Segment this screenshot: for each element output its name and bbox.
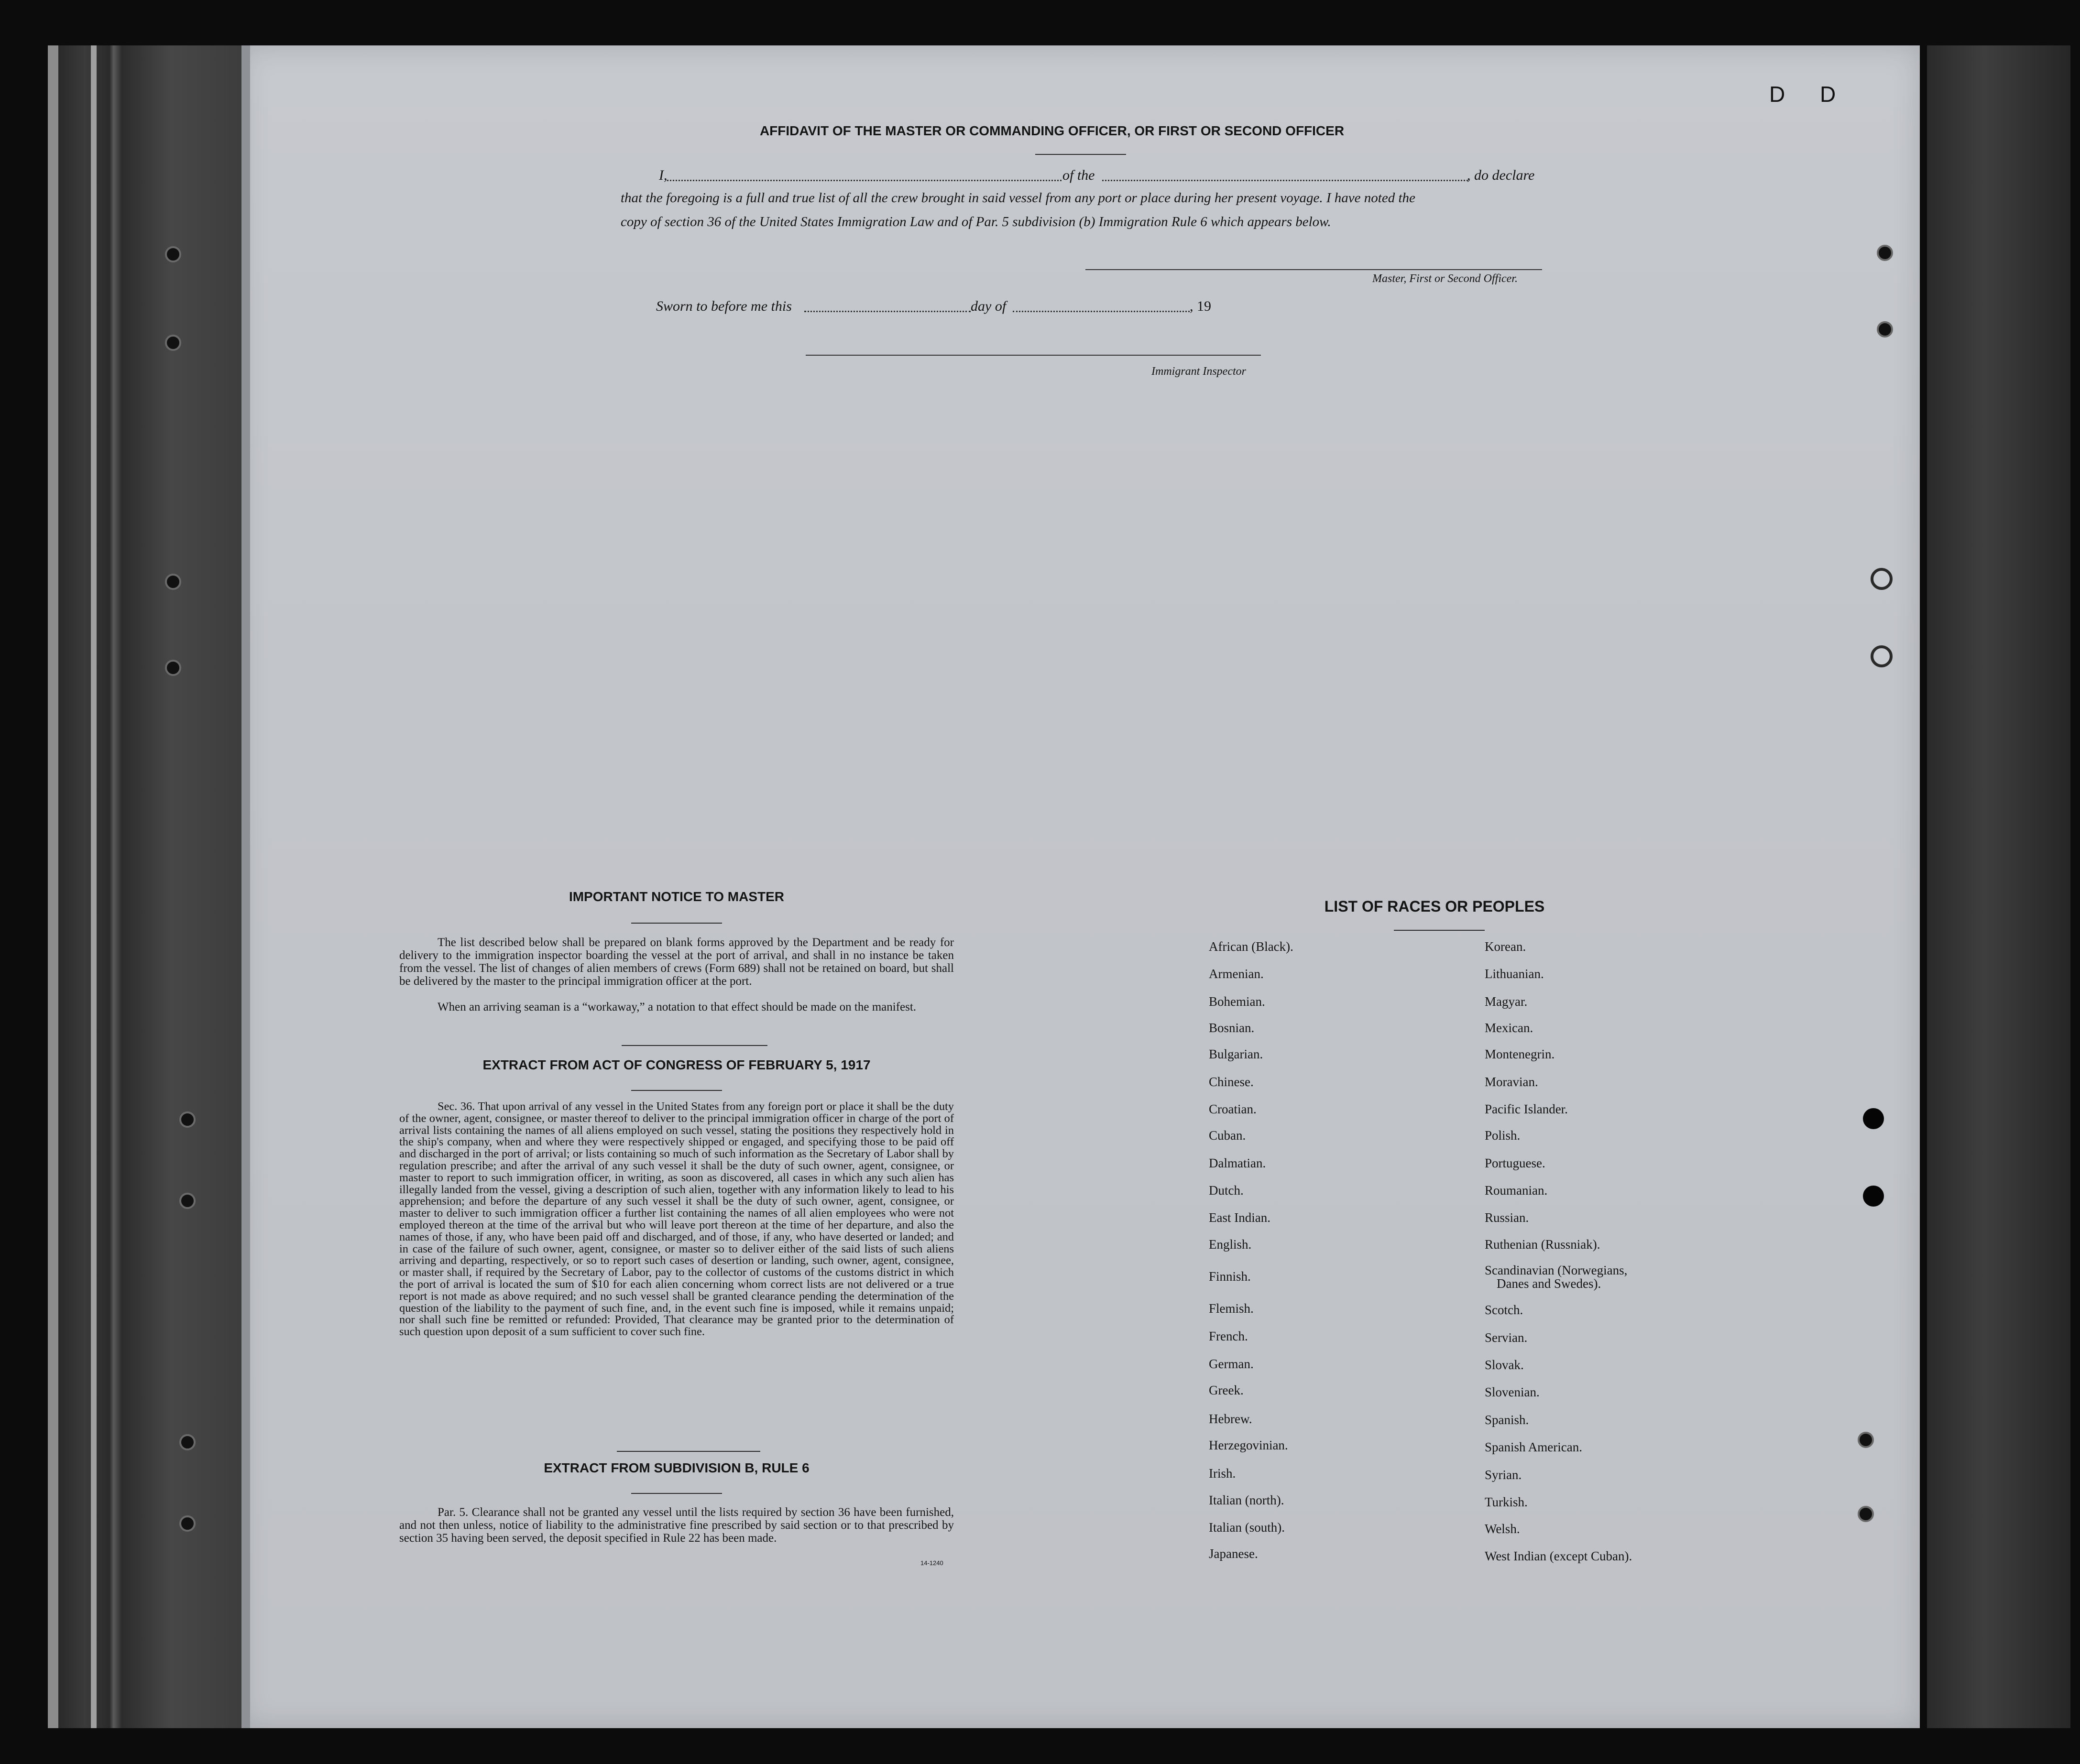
binding-hole (179, 1434, 196, 1450)
affidavit-line1-i: I, (659, 167, 668, 183)
race-right-item: Slovak. (1485, 1358, 1524, 1372)
race-right-item: Slovenian. (1485, 1385, 1540, 1399)
binding-hole (165, 574, 181, 590)
master-signature-line[interactable] (1085, 269, 1542, 270)
binding-hole (1858, 1506, 1874, 1522)
race-right-item: Scotch. (1485, 1303, 1523, 1317)
race-left-item: Dalmatian. (1209, 1156, 1266, 1170)
race-left-item: Dutch. (1209, 1183, 1244, 1198)
race-left-item: Bohemian. (1209, 994, 1265, 1009)
binding-hole (179, 1111, 196, 1128)
race-right-item: Pacific Islander. (1485, 1102, 1568, 1116)
race-left-item: French. (1209, 1329, 1248, 1343)
race-right-item: Mexican. (1485, 1021, 1533, 1035)
extract-rule-title: EXTRACT FROM SUBDIVISION B, RULE 6 (544, 1460, 810, 1475)
affidavit-title: AFFIDAVIT OF THE MASTER OR COMMANDING OFFICER, OR FIRST OR SECOND OFFICER (759, 123, 1345, 138)
form-number: 14-1240 (920, 1559, 943, 1567)
race-right-item: Scandinavian (Norwegians, (1485, 1263, 1628, 1277)
race-left-item: Italian (south). (1209, 1520, 1285, 1535)
binding-hole (1858, 1432, 1874, 1448)
notice-rule (631, 923, 722, 924)
sworn-year: , 19 (1190, 298, 1211, 314)
binding-hole (179, 1193, 196, 1209)
race-left-item: African (Black). (1209, 939, 1293, 954)
race-right-item: Russian. (1485, 1210, 1529, 1225)
race-left-item: Herzegovinian. (1209, 1438, 1288, 1452)
affidavit-line3: copy of section 36 of the United States Immigration Law and of Par. 5 subdivision (b) Immigration Rule 6 which appears below. (621, 214, 1331, 229)
sworn-prefix: Sworn to before me this (656, 298, 792, 314)
sworn-day-of: day of (971, 298, 1007, 314)
affidavit-line1-declare: , do declare (1467, 167, 1535, 183)
inspector-signature-line[interactable] (806, 355, 1261, 356)
extract-act-rule (631, 1090, 722, 1091)
binding-hole (165, 335, 181, 351)
binding-hole (1877, 321, 1893, 338)
inspector-caption: Immigrant Inspector (1151, 365, 1246, 378)
punch-hole (1863, 1108, 1884, 1129)
race-left-item: Bosnian. (1209, 1021, 1255, 1035)
races-title: LIST OF RACES OR PEOPLES (1324, 898, 1545, 915)
affidavit-line1-of-the: of the (1062, 167, 1095, 183)
race-left-item: Italian (north). (1209, 1493, 1284, 1507)
race-right-item: Lithuanian. (1485, 967, 1544, 981)
race-right-item: Magyar. (1485, 994, 1528, 1009)
race-left-item: Croatian. (1209, 1102, 1257, 1116)
race-right-item: Welsh. (1485, 1522, 1520, 1536)
race-right-item: Moravian. (1485, 1075, 1538, 1089)
race-left-item: Hebrew. (1209, 1412, 1252, 1426)
punch-hole (1871, 645, 1893, 667)
extract-act-divider (617, 1451, 760, 1452)
sworn-day-field[interactable] (804, 311, 971, 312)
left-binding (48, 45, 253, 1728)
race-left-item: English. (1209, 1237, 1252, 1252)
binding-hole (165, 660, 181, 676)
race-right-item: West Indian (except Cuban). (1485, 1549, 1632, 1563)
race-right-item: Roumanian. (1485, 1183, 1548, 1198)
race-left-item: Armenian. (1209, 967, 1264, 981)
extract-act-title: EXTRACT FROM ACT OF CONGRESS OF FEBRUARY 5, 1917 (482, 1057, 871, 1072)
race-left-item: Irish. (1209, 1466, 1236, 1481)
race-left-item: East Indian. (1209, 1210, 1270, 1225)
race-left-item: German. (1209, 1357, 1254, 1371)
race-right-item: Spanish American. (1485, 1440, 1582, 1454)
page-edge (241, 45, 250, 1728)
notice-paragraph-1: The list described below shall be prepared on blank forms approved by the Department and be ready for delivery to the immigration inspector boarding the vessel at the port of arrival, and shall in no instance be taken from the vessel. The list of changes of alien members of crews (Form 689) shall not be retained on board, but shall be delivered by the master to the principal immigration officer at the port. (399, 936, 954, 988)
race-right-item: Portuguese. (1485, 1156, 1545, 1170)
extract-rule-text: Par. 5. Clearance shall not be granted any vessel until the lists required by section 36 have been furnished, and not then unless, notice of liability to the administrative fine prescribed by said section or to that prescribed by section 35 having been served, the deposit specified in Rule 22 has been made. (399, 1506, 954, 1545)
race-right-item-continuation: Danes and Swedes). (1497, 1276, 1601, 1291)
document-page (241, 45, 1920, 1728)
corner-mark: D D (1769, 82, 1850, 107)
sworn-month-field[interactable] (1013, 311, 1190, 312)
signature-caption: Master, First or Second Officer. (1372, 272, 1518, 285)
race-left-item: Cuban. (1209, 1128, 1246, 1143)
race-left-item: Greek. (1209, 1383, 1244, 1397)
master-name-field[interactable] (667, 180, 1062, 181)
race-right-item: Spanish. (1485, 1413, 1529, 1427)
notice-divider (622, 1045, 767, 1046)
race-right-item: Montenegrin. (1485, 1047, 1555, 1061)
race-right-item: Servian. (1485, 1330, 1528, 1345)
race-right-item: Ruthenian (Russniak). (1485, 1237, 1600, 1252)
extract-rule-rule (631, 1493, 722, 1494)
race-left-item: Japanese. (1209, 1546, 1258, 1561)
notice-paragraph-2: When an arriving seaman is a “workaway,” a notation to that effect should be made on the manifest. (438, 1001, 917, 1013)
title-rule (1035, 154, 1126, 155)
extract-act-text: Sec. 36. That upon arrival of any vessel in the United States from any foreign port or place it shall be the duty of the owner, agent, consignee, or master thereof to deliver to the principal immigration officer in charge of the port of arrival lists containing the names of all aliens employed on such vessel, stating the positions they respectively hold in the ship's company, when and where they were respectively shipped or engaged, and specifying those to be paid off and discharged in the port of arrival; or lists containing so much of such information as the Secretary of Labor shall by regulation prescribe; and after the arrival of any such vessel it shall be the duty of such owner, agent, consignee, or master to report to such immigration officer, in writing, as soon as discovered, all cases in which any such alien has illegally landed from the vessel, giving a description of such alien, together with any information likely to lead to his apprehension; and before the departure of any such vessel it shall be the duty of such owner, agent, consignee, or master to deliver to such immigration officer a further list containing the names of all alien employees who were not employed thereon at the time of the arrival but who will leave port thereon at the time of her departure, and also the names of those, if any, who have been paid off and discharged, and of those, if any, who have deserted or landed; and in case of the failure of such owner, agent, consignee, or master so to deliver either of the said lists of such aliens arriving and departing, respectively, or so to report such cases of desertion or landing, such owner, agent, consignee, or master shall, if required by the Secretary of Labor, pay to the collector of customs of the customs district in which the port of arrival is located the sum of $10 for each alien concerning whom correct lists are not delivered or a true report is not made as above required; and no such vessel shall be granted clearance pending the determination of the question of the liability to the payment of such fine, and, in the event such fine is imposed, while it remains unpaid; nor shall such fine be remitted or refunded: Provided, That clearance may be granted prior to the determination of such question upon deposit of a sum sufficient to cover such fine. (399, 1100, 954, 1339)
affidavit-line2: that the foregoing is a full and true list of all the crew brought in said vessel from any port or place during her present voyage. I have noted the (621, 190, 1415, 206)
race-right-item: Korean. (1485, 939, 1526, 954)
binding-hole (179, 1515, 196, 1532)
binding-hole (1877, 245, 1893, 261)
right-binding (1927, 45, 2070, 1728)
race-left-item: Chinese. (1209, 1075, 1254, 1089)
race-left-item: Flemish. (1209, 1301, 1254, 1316)
race-right-item: Polish. (1485, 1128, 1521, 1143)
notice-title: IMPORTANT NOTICE TO MASTER (569, 889, 785, 904)
punch-hole (1871, 568, 1893, 590)
punch-hole (1863, 1186, 1884, 1207)
race-left-item: Bulgarian. (1209, 1047, 1263, 1061)
races-rule (1394, 930, 1485, 931)
race-right-item: Turkish. (1485, 1495, 1528, 1509)
race-right-item: Syrian. (1485, 1468, 1522, 1482)
vessel-name-field[interactable] (1102, 180, 1468, 181)
binding-hole (165, 246, 181, 262)
race-left-item: Finnish. (1209, 1269, 1251, 1284)
